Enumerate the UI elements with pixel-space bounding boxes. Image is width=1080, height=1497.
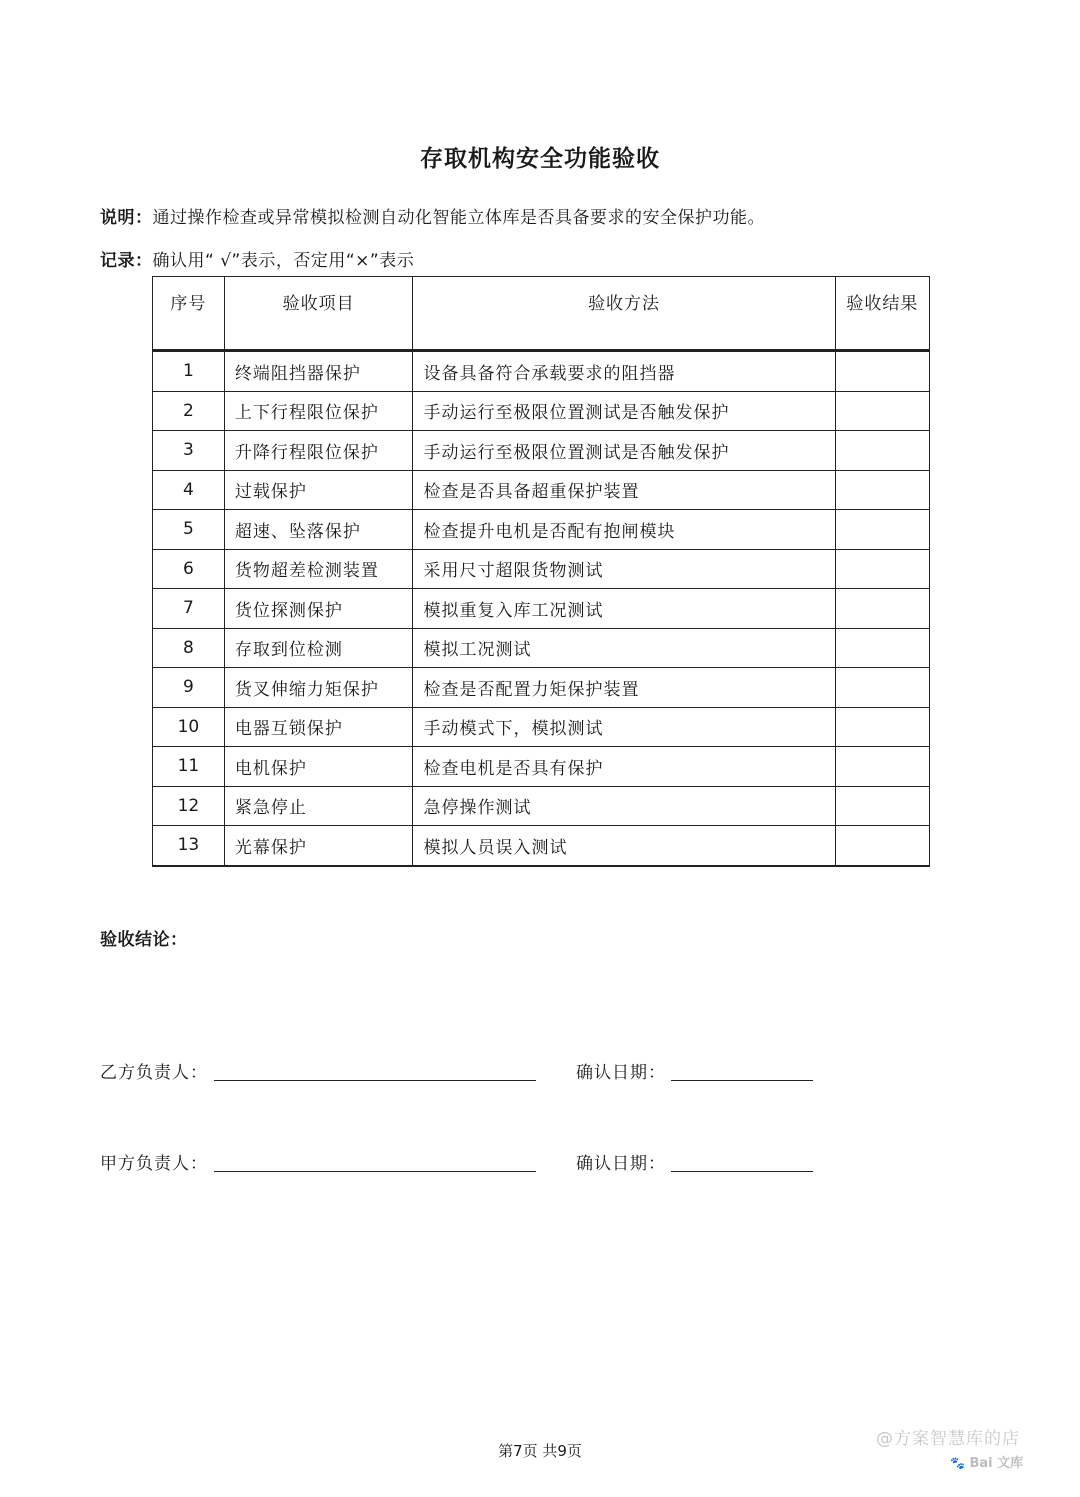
row-method: 检查电机是否具有保护 <box>413 747 835 787</box>
brand-watermark <box>950 1452 1023 1471</box>
header-no: 序号 <box>153 277 225 351</box>
row-number: 3 <box>153 431 225 471</box>
conclusion-line <box>100 925 188 950</box>
row-item: 货位探测保护 <box>224 589 413 629</box>
table-row <box>153 747 930 787</box>
row-result[interactable] <box>835 470 929 510</box>
row-method: 模拟人员误入测试 <box>413 826 835 866</box>
table-row <box>153 628 930 668</box>
party-b-date-line[interactable] <box>671 1080 813 1081</box>
shop-watermark: @方案智慧库的店 <box>876 1429 1020 1449</box>
row-item: 货物超差检测装置 <box>224 549 413 589</box>
row-item: 电机保护 <box>224 747 413 787</box>
row-item: 升降行程限位保护 <box>224 431 413 471</box>
table-row <box>153 668 930 708</box>
record-line <box>100 246 414 271</box>
table-row <box>153 707 930 747</box>
row-result[interactable] <box>835 549 929 589</box>
conclusion-label: 验收结论： <box>100 930 188 950</box>
row-method: 检查提升电机是否配有抱闸模块 <box>413 510 835 550</box>
row-number: 1 <box>153 351 225 392</box>
table-row <box>153 826 930 866</box>
row-method: 手动模式下，模拟测试 <box>413 707 835 747</box>
row-item: 货叉伸缩力矩保护 <box>224 668 413 708</box>
table-row <box>153 470 930 510</box>
row-result[interactable] <box>835 747 929 787</box>
table-row <box>153 391 930 431</box>
row-result[interactable] <box>835 628 929 668</box>
paw-logo-icon: 🐾 <box>950 1456 965 1470</box>
row-result[interactable] <box>835 351 929 392</box>
description-text: 通过操作检查或异常模拟检测自动化智能立体库是否具备要求的安全保护功能。 <box>152 208 765 228</box>
row-item: 过载保护 <box>224 470 413 510</box>
party-a-signature-line[interactable] <box>214 1171 536 1172</box>
row-result[interactable] <box>835 707 929 747</box>
party-a-label: 甲方负责人： <box>100 1154 208 1174</box>
header-result: 验收结果 <box>835 277 929 351</box>
table-row <box>153 510 930 550</box>
row-item: 光幕保护 <box>224 826 413 866</box>
table-row <box>153 786 930 826</box>
party-a-date-line[interactable] <box>671 1171 813 1172</box>
record-text: 确认用“ √”表示，否定用“×”表示 <box>152 251 415 271</box>
brand-text: Bai 文库 <box>969 1456 1024 1471</box>
row-method: 手动运行至极限位置测试是否触发保护 <box>413 391 835 431</box>
row-number: 2 <box>153 391 225 431</box>
row-number: 10 <box>153 707 225 747</box>
row-method: 采用尺寸超限货物测试 <box>413 549 835 589</box>
row-number: 7 <box>153 589 225 629</box>
row-number: 5 <box>153 510 225 550</box>
row-number: 11 <box>153 747 225 787</box>
row-result[interactable] <box>835 431 929 471</box>
party-b-signature-line[interactable] <box>214 1080 536 1081</box>
row-result[interactable] <box>835 826 929 866</box>
row-method: 检查是否具备超重保护装置 <box>413 470 835 510</box>
row-item: 上下行程限位保护 <box>224 391 413 431</box>
row-method: 手动运行至极限位置测试是否触发保护 <box>413 431 835 471</box>
page-footer: 第7页 共9页 <box>498 1442 582 1460</box>
document-title: 存取机构安全功能验收 <box>420 145 660 172</box>
table-row <box>153 351 930 392</box>
table-row <box>153 431 930 471</box>
record-label: 记录： <box>100 251 153 271</box>
party-a-date-label: 确认日期： <box>576 1154 666 1174</box>
table-row <box>153 549 930 589</box>
description-label: 说明： <box>100 208 153 228</box>
row-item: 紧急停止 <box>224 786 413 826</box>
table-row <box>153 589 930 629</box>
row-method: 急停操作测试 <box>413 786 835 826</box>
row-method: 设备具备符合承载要求的阻挡器 <box>413 351 835 392</box>
row-method: 模拟重复入库工况测试 <box>413 589 835 629</box>
row-number: 9 <box>153 668 225 708</box>
header-method: 验收方法 <box>413 277 835 351</box>
row-number: 12 <box>153 786 225 826</box>
row-item: 存取到位检测 <box>224 628 413 668</box>
party-b-date-label: 确认日期： <box>576 1063 666 1083</box>
row-item: 终端阻挡器保护 <box>224 351 413 392</box>
row-result[interactable] <box>835 668 929 708</box>
row-number: 4 <box>153 470 225 510</box>
acceptance-table <box>152 276 930 867</box>
header-item: 验收项目 <box>224 277 413 351</box>
table-header-row <box>153 277 930 351</box>
row-result[interactable] <box>835 589 929 629</box>
row-item: 超速、坠落保护 <box>224 510 413 550</box>
row-result[interactable] <box>835 510 929 550</box>
row-result[interactable] <box>835 786 929 826</box>
row-number: 13 <box>153 826 225 866</box>
row-method: 检查是否配置力矩保护装置 <box>413 668 835 708</box>
description-line <box>100 203 765 228</box>
row-method: 模拟工况测试 <box>413 628 835 668</box>
row-item: 电器互锁保护 <box>224 707 413 747</box>
row-number: 6 <box>153 549 225 589</box>
party-b-label: 乙方负责人： <box>100 1063 208 1083</box>
row-number: 8 <box>153 628 225 668</box>
row-result[interactable] <box>835 391 929 431</box>
